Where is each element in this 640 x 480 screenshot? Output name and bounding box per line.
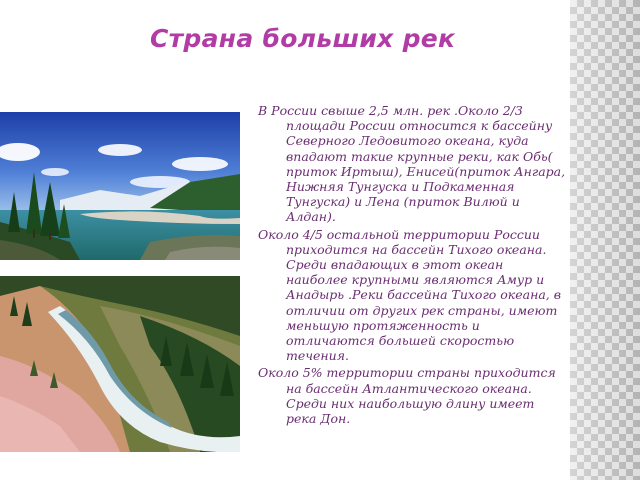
lake-photo [0, 112, 240, 260]
river-canyon-photo [0, 276, 240, 452]
checkered-side-border [570, 0, 640, 480]
slide-title: Страна больших рек [150, 24, 456, 53]
slide-body-text [258, 103, 568, 428]
paragraph-atlantic-basin: Около 5% территории страны приходится на бассейн Атлантического океана. Среди них наибольшую длину имеет река Дон. [258, 365, 556, 427]
paragraph-arctic-basin: В России свыше 2,5 млн. рек .Около 2/3 площади России относится к бассейну Северного Ледовитого океана, куда впадают такие крупные реки, как Обь( приток Иртыш), Енисей(приток Ангара, Нижняя Тунгуска и Подкаменная Тунгуска) и Лена (приток Вилюй и Алдан). [258, 103, 566, 225]
paragraph-pacific-basin: Около 4/5 остальной территории России приходится на бассейн Тихого океана. Среди впадающих в этот океан наиболее крупными являются Амур и Анадырь .Реки бассейна Тихого океана, в отличии от других рек страны, имеют меньшую протяженность и отличаются большей скоростью течения. [258, 226, 562, 364]
